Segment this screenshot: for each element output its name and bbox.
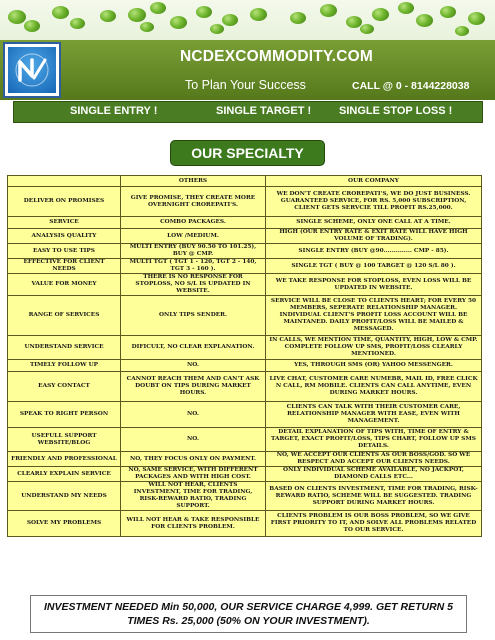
column-header-feature bbox=[8, 176, 121, 187]
our-company-cell: BASED ON CLIENTS INVESTMENT, TIME FOR TRADING, RISK-REWARD RATIO, SCHEME WILL BE SUGGESTED. TRADING SUPPORT DURING MARKET HOURS. bbox=[266, 482, 482, 511]
column-header-our-company: OUR COMPANY bbox=[266, 176, 482, 187]
pea-decoration bbox=[250, 8, 267, 21]
row-label: UNDERSTAND SERVICE bbox=[8, 336, 121, 360]
logo-mark-icon bbox=[8, 47, 56, 93]
pea-decoration bbox=[320, 4, 337, 17]
table-row bbox=[8, 360, 482, 372]
table-row bbox=[8, 452, 482, 467]
table-row bbox=[8, 259, 482, 274]
table-row bbox=[8, 229, 482, 244]
pea-decoration bbox=[52, 6, 69, 19]
table-row bbox=[8, 217, 482, 229]
pea-decoration bbox=[222, 14, 238, 26]
our-company-cell: WE DON'T CREATE CROREPATI'S, WE DO JUST BUSINESS. GUARANTEED SERVICE, FOR RS. 5,000 SUBSCRIPTION, CLIENT GETS SERVCIE TILL PROFIT RS.25,000. bbox=[266, 187, 482, 217]
table-header-row bbox=[8, 176, 482, 187]
our-company-cell: IN CALLS, WE MENTION TIME, QUANTITY, HIGH, LOW & CMP. COMPLETE FOLLOW UP SMS, PROFIT/LOSS CLEARLY MENTIONED. bbox=[266, 336, 482, 360]
table-row bbox=[8, 402, 482, 428]
investment-note: INVESTMENT NEEDED Min 50,000, OUR SERVICE CHARGE 4,999. GET RETURN 5 TIMES Rs. 25,000 (50% ON YOUR INVESTMENT). bbox=[30, 595, 467, 633]
pea-decoration bbox=[416, 14, 433, 27]
pea-decoration bbox=[210, 24, 224, 34]
table-row bbox=[8, 187, 482, 217]
site-logo[interactable] bbox=[3, 42, 61, 98]
others-cell: WILL NOT HEAR, CLIENTS INVESTMENT, TIME FOR TRADING, RISK-REWARD RATIO, TRADING SUPPORT. bbox=[121, 482, 266, 511]
table-row bbox=[8, 511, 482, 537]
table-row bbox=[8, 274, 482, 296]
call-number[interactable]: CALL @ 0 - 8144228038 bbox=[352, 80, 470, 92]
row-label: SOLVE MY PROBLEMS bbox=[8, 511, 121, 537]
others-cell: NO. bbox=[121, 428, 266, 452]
table-row bbox=[8, 244, 482, 259]
pea-decoration bbox=[24, 20, 40, 32]
row-label: DELIVER ON PROMISES bbox=[8, 187, 121, 217]
others-cell: WILL NOT HEAR & TAKE RESPONSIBLE FOR CLIENTS PROBLEM. bbox=[121, 511, 266, 537]
row-label: EFFECTIVE FOR CLIENT NEEDS bbox=[8, 259, 121, 274]
column-header-others: OTHERS bbox=[121, 176, 266, 187]
pea-decoration bbox=[360, 24, 374, 34]
feature-bar bbox=[13, 101, 483, 123]
table-row bbox=[8, 372, 482, 402]
pea-decoration bbox=[372, 8, 389, 21]
others-cell: ONLY TIPS SENDER. bbox=[121, 296, 266, 336]
table-row bbox=[8, 428, 482, 452]
feature-single-target: SINGLE TARGET ! bbox=[216, 105, 312, 117]
tagline: To Plan Your Success bbox=[185, 78, 306, 92]
pea-decoration bbox=[70, 18, 85, 29]
pea-decoration bbox=[150, 2, 166, 14]
comparison-table bbox=[7, 175, 482, 537]
others-cell: CANNOT REACH THEM AND CAN'T ASK DOUBT ON TIPS DURING MARKET HOURS. bbox=[121, 372, 266, 402]
row-label: VALUE FOR MONEY bbox=[8, 274, 121, 296]
site-header bbox=[0, 40, 495, 100]
pea-decoration bbox=[170, 16, 187, 29]
table-row bbox=[8, 467, 482, 482]
our-company-cell: HIGH (OUR ENTRY RATE & EXIT RATE WILL HAVE HIGH VOLUME OF TRADING). bbox=[266, 229, 482, 244]
pea-decoration bbox=[398, 2, 414, 14]
our-company-cell: SERVICE WILL BE CLOSE TO CLIENTS HEART; FOR EVERY 50 MEMBERS, SEPERATE RELATIONSHIP MANAGER. INDIVIDUAL CLIENT'S PROFIT LOSS ACCOUNT WILL BE MAINTANED. DAILY PROFIT/LOSS WILL BE MAILED & MESSAGED. bbox=[266, 296, 482, 336]
pea-decoration bbox=[100, 10, 116, 22]
table-row bbox=[8, 482, 482, 511]
row-label: CLEARLY EXPLAIN SERVICE bbox=[8, 467, 121, 482]
pea-decoration bbox=[196, 6, 212, 18]
pea-decoration bbox=[440, 6, 456, 18]
our-company-cell: LIVE CHAT, CUSTOMER CARE NUMEBR, MAIL ID, FREE CLICK N CALL, RM MOBILE. CLIENTS CAN CALL ANYTIME, EVEN DURING MARKET HOURS. bbox=[266, 372, 482, 402]
others-cell: NO. bbox=[121, 402, 266, 428]
others-cell: NO, THEY FOCUS ONLY ON PAYMENT. bbox=[121, 452, 266, 467]
pea-decoration bbox=[8, 10, 26, 24]
others-cell: THERE IS NO RESPONSE FOR STOPLOSS, NO S/L IS UPDATED IN WEBSITE. bbox=[121, 274, 266, 296]
others-cell: MULTI ENTRY (BUY 90.50 TO 101.25), BUY @ CMP. bbox=[121, 244, 266, 259]
our-company-cell: DETAIL EXPLANATION OF TIPS WITH, TIME OF ENTRY & TARGET, EXACT PROFIT/LOSS, TIPS CHART, FOLLOW UP SMS DETAILS. bbox=[266, 428, 482, 452]
our-company-cell: SINGLE SCHEME, ONLY ONE CALL AT A TIME. bbox=[266, 217, 482, 229]
pea-decoration bbox=[128, 8, 146, 22]
feature-single-stop-loss: SINGLE STOP LOSS ! bbox=[339, 105, 453, 117]
pea-decoration bbox=[140, 22, 154, 32]
our-company-cell: SINGLE TGT ( BUY @ 100 TARGET @ 120 S/L 80 ). bbox=[266, 259, 482, 274]
our-company-cell: CLIENTS PROBLEM IS OUR BOSS PROBLEM, SO WE GIVE FIRST PRIORITY TO IT, AND SOLVE ALL PROBLEMS RELATED TO OUR SERVICE. bbox=[266, 511, 482, 537]
our-company-cell: WE TAKE RESPONSE FOR STOPLOSS, EVEN LOSS WILL BE UPDATED IN WEBSITE. bbox=[266, 274, 482, 296]
our-company-cell: ONLY INDIVIDUAL SCHEME AVAILABLE, NO JACKPOT, DIAMOND CALLS ETC... bbox=[266, 467, 482, 482]
row-label: RANGE OF SERVICES bbox=[8, 296, 121, 336]
peas-banner bbox=[0, 0, 495, 40]
row-label: SPEAK TO RIGHT PERSON bbox=[8, 402, 121, 428]
others-cell: NO. bbox=[121, 360, 266, 372]
our-company-cell: NO, WE ACCEPT OUR CLIENTS AS OUR BOSS/GOD. SO WE RESPECT AND ACCEPT OUR CLIENTS NEEDS. bbox=[266, 452, 482, 467]
site-name: NCDEXCOMMODITY.COM bbox=[180, 48, 374, 65]
others-cell: COMBO PACKAGES. bbox=[121, 217, 266, 229]
others-cell: LOW /MEDIUM. bbox=[121, 229, 266, 244]
our-specialty-heading: OUR SPECIALTY bbox=[170, 140, 325, 166]
table-row bbox=[8, 296, 482, 336]
row-label: EASY TO USE TIPS bbox=[8, 244, 121, 259]
row-label: EASY CONTACT bbox=[8, 372, 121, 402]
others-cell: GIVE PROMISE, THEY CREATE MORE OVERNIGHT CROREPATI'S. bbox=[121, 187, 266, 217]
our-company-cell: YES, THROUGH SMS (OR) YAHOO MESSENGER. bbox=[266, 360, 482, 372]
row-label: ANALYSIS QUALITY bbox=[8, 229, 121, 244]
our-company-cell: SINGLE ENTRY (BUY @90.............. CMP - 85). bbox=[266, 244, 482, 259]
pea-decoration bbox=[290, 12, 306, 24]
feature-single-entry: SINGLE ENTRY ! bbox=[70, 105, 158, 117]
row-label: TIMELY FOLLOW UP bbox=[8, 360, 121, 372]
others-cell: DIFICULT, NO CLEAR EXPLANATION. bbox=[121, 336, 266, 360]
row-label: SERVICE bbox=[8, 217, 121, 229]
row-label: FRIENDLY AND PROFESSIONAL bbox=[8, 452, 121, 467]
pea-decoration bbox=[468, 12, 485, 25]
others-cell: MULTI TGT ( TGT 1 - 120, TGT 2 - 140, TGT 3 - 160 ). bbox=[121, 259, 266, 274]
others-cell: NO, SAME SERVICE, WITH DIFFERENT PACKAGES AND WITH HIGH COST. bbox=[121, 467, 266, 482]
our-company-cell: CLIENTS CAN TALK WITH THEIR CUSTOMER CARE, RELATIONSHIP MANAGER WITH EASE, EVEN WITH MANAGEMENT. bbox=[266, 402, 482, 428]
pea-decoration bbox=[455, 26, 469, 36]
table-row bbox=[8, 336, 482, 360]
row-label: UNDERSTAND MY NEEDS bbox=[8, 482, 121, 511]
row-label: USEFULL SUPPORT WEBSITE/BLOG bbox=[8, 428, 121, 452]
